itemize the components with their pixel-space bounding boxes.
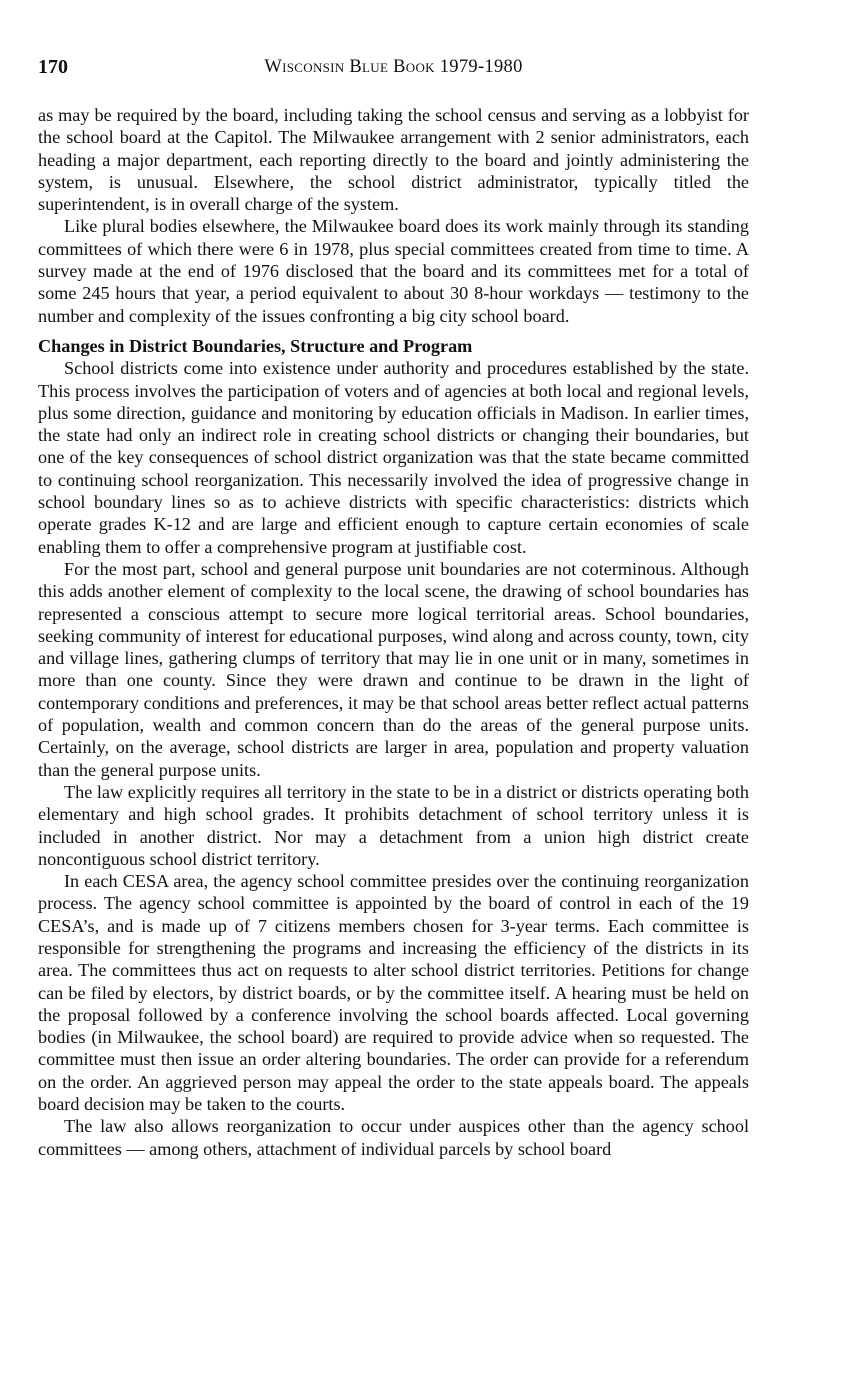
- page-header: [38, 56, 749, 84]
- paragraph: The law explicitly requires all territory in the state to be in a district or districts operating both elementary and high school grades. It prohibits detachment of school territory unless it is included in another district. Nor may a detachment from a union high district create noncontiguous school district territory.: [38, 781, 749, 869]
- paragraph: For the most part, school and general purpose unit boundaries are not coterminous. Although this adds another element of complexity to the local scene, the drawing of school boundaries has represented a conscious attempt to secure more logical territorial areas. School boundaries, seeking community of interest for educational purposes, wind along and across county, town, city and village lines, gathering clumps of territory that may lie in one unit or in many, sometimes in more than one county. Since they were drawn and continue to be drawn in the light of contemporary conditions and preferences, it may be that school areas better reflect actual patterns of population, wealth and common concern than do the areas of the general purpose units. Certainly, on the average, school districts are larger in area, population and property valuation than the general purpose units.: [38, 558, 749, 780]
- document-page: [38, 56, 749, 1160]
- running-head: Wisconsin Blue Book 1979-1980: [264, 57, 523, 77]
- paragraph: The law also allows reorganization to occur under auspices other than the agency school committees — among others, attachment of individual parcels by school board: [38, 1116, 749, 1159]
- page-number: 170: [38, 56, 68, 78]
- section-heading: Changes in District Boundaries, Structure and Program: [38, 335, 473, 356]
- paragraph: In each CESA area, the agency school committee presides over the continuing reorganization process. The agency school committee is appointed by the board of control in each of the 19 CESA’s, and is made up of 7 citizens members chosen for 3-year terms. Each committee is responsible for strengthening the programs and increasing the efficiency of the districts in its area. The committees thus act on requests to alter school district territories. Petitions for change can be filed by electors, by district boards, or by the committee itself. A hearing must be held on the proposal followed by a conference involving the school boards affected. Local governing bodies (in Milwaukee, the school board) are required to provide advice when so requested. The committee must then issue an order altering boundaries. The order can provide for a referendum on the order. An aggrieved person may appeal the order to the state appeals board. The appeals board decision may be taken to the courts.: [38, 871, 749, 1115]
- paragraph: School districts come into existence under authority and procedures established by the state. This process involves the participation of voters and of agencies at both local and regional levels, plus some direction, guidance and monitoring by education officials in Madison. In earlier times, the state had only an indirect role in creating school districts or changing their boundaries, but one of the key consequences of school district organization was that the state became committed to continuing school reorganization. This necessarily involved the idea of progressive change in school boundary lines so as to achieve districts with specific characteristics: districts which operate grades K-12 and are large and efficient enough to capture certain economies of scale enabling them to offer a comprehensive program at justifiable cost.: [38, 358, 749, 557]
- body-text: [38, 104, 749, 1160]
- paragraph: as may be required by the board, including taking the school census and serving as a lobbyist for the school board at the Capitol. The Milwaukee arrangement with 2 senior administrators, each heading a major department, each reporting directly to the board and jointly administering the system, is unusual. Elsewhere, the school district administrator, typically titled the superintendent, is in overall charge of the system.: [38, 105, 749, 215]
- paragraph: Like plural bodies elsewhere, the Milwaukee board does its work mainly through its standing committees of which there were 6 in 1978, plus special committees created from time to time. A survey made at the end of 1976 disclosed that the board and its committees met for a total of some 245 hours that year, a period equivalent to about 30 8-hour workdays — testimony to the number and complexity of the issues confronting a big city school board.: [38, 216, 749, 326]
